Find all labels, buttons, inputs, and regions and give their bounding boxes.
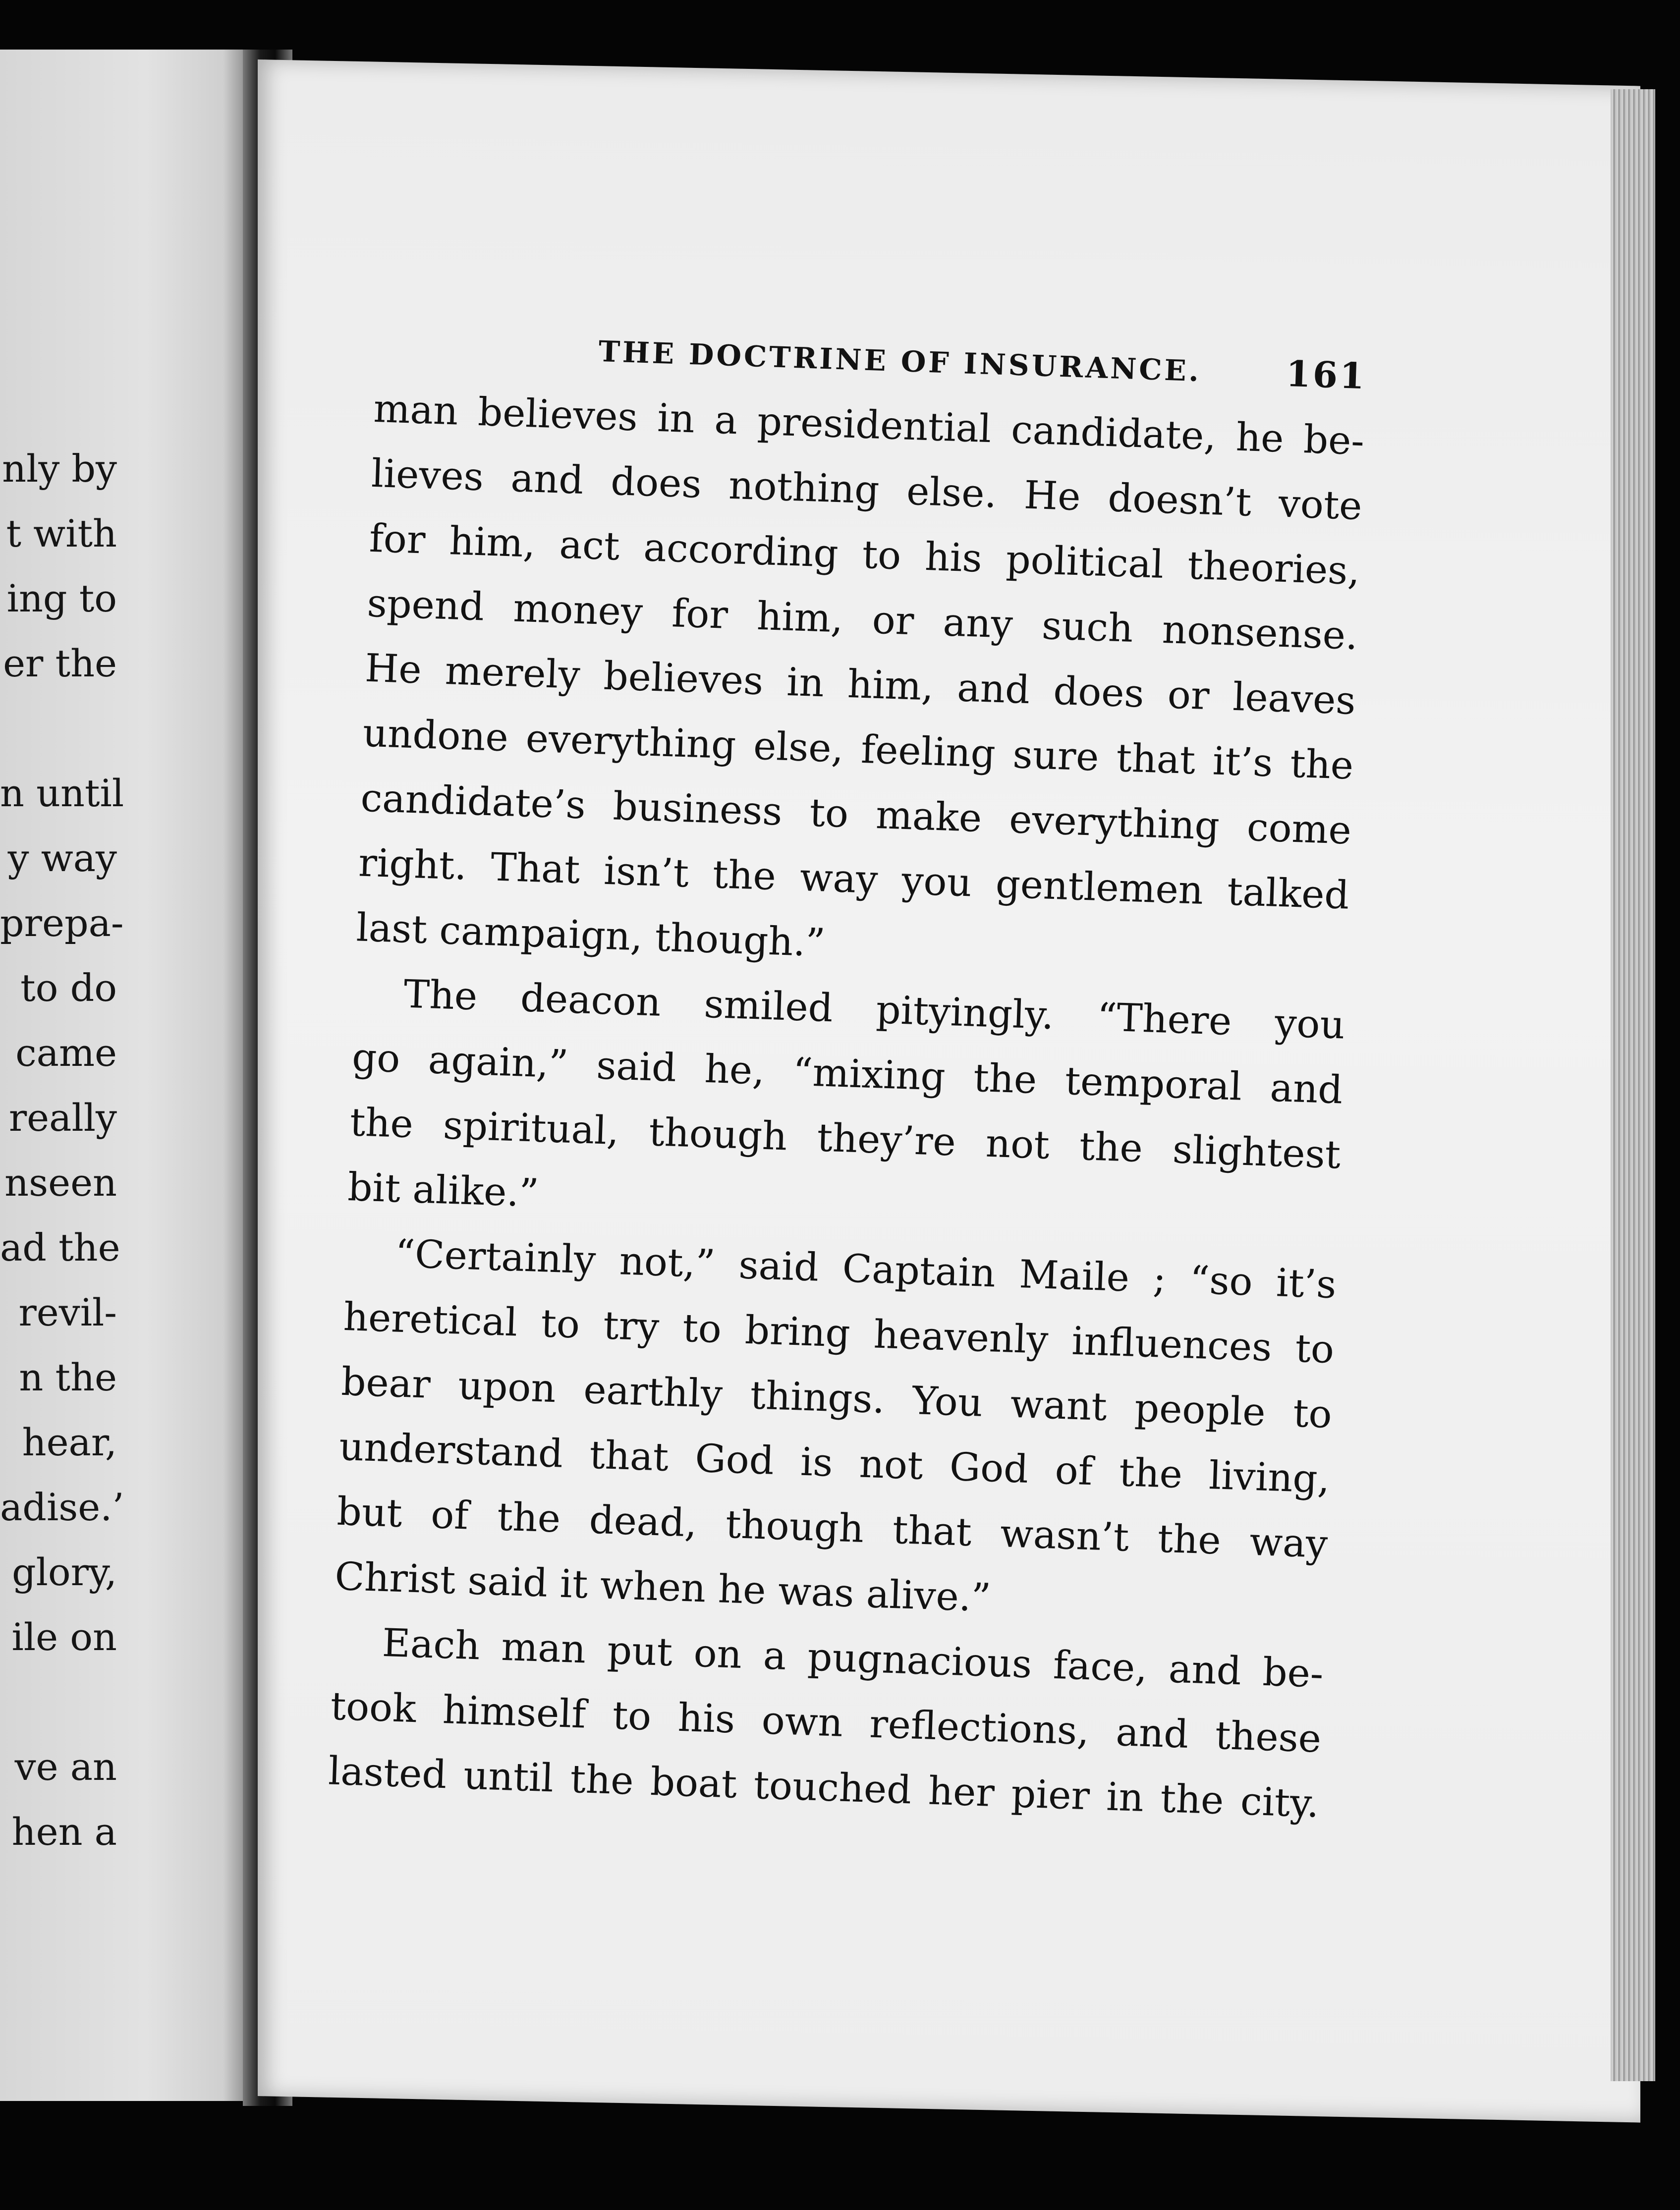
left-line: n until <box>0 771 124 815</box>
left-line: hear, <box>22 1420 117 1464</box>
text-line: man believes in a presidential candidate, he be- <box>373 386 1365 464</box>
text-line: but of the dead, though that wasn’t the way <box>336 1489 1329 1567</box>
text-line: spend money for him, or any such nonsense. <box>366 581 1359 659</box>
text-line: lieves and does nothing else. He doesn’t vote <box>371 451 1363 529</box>
left-line: er the <box>3 641 117 685</box>
text-line: Christ said it when he was alive.” <box>334 1554 992 1621</box>
text-line: the spiritual, though they’re not the slightest <box>349 1100 1342 1178</box>
left-line: ing to <box>6 576 117 620</box>
left-line: came <box>15 1031 117 1075</box>
text-line: bear upon earthly things. You want people to <box>340 1359 1333 1437</box>
text-line: lasted until the boat touched her pier in the city. <box>328 1749 1320 1826</box>
left-line: y way <box>7 836 117 880</box>
left-line: ad the <box>0 1225 120 1270</box>
text-line: bit alike.” <box>347 1165 540 1216</box>
text-line: last campaign, though.” <box>355 905 826 966</box>
left-line: prepa- <box>0 901 124 945</box>
text-line: “Certainly not,” said Captain Maile ; “so it’s <box>394 1231 1337 1308</box>
left-line: ve an <box>14 1745 117 1789</box>
text-line: for him, act according to his political theories, <box>368 516 1361 594</box>
text-line: took himself to his own reflections, and these <box>330 1684 1322 1762</box>
right-page-text <box>327 317 1367 1837</box>
left-line: nly by <box>2 446 117 491</box>
text-line: The deacon smiled pityingly. “There you <box>403 972 1346 1048</box>
text-line: He merely believes in him, and does or leaves <box>364 646 1356 723</box>
left-line <box>0 696 117 761</box>
left-line: hen a <box>11 1810 117 1854</box>
page-edges <box>1611 89 1655 2081</box>
left-page-text <box>0 436 124 1864</box>
text-line: candidate’s business to make everything come <box>360 775 1352 853</box>
left-line: adise.’ <box>0 1485 124 1529</box>
left-line: nseen <box>4 1160 117 1205</box>
text-line: right. That isn’t the way you gentlemen talked <box>357 840 1350 918</box>
text-line: heretical to try to bring heavenly influences to <box>342 1294 1335 1373</box>
left-line: really <box>8 1096 117 1140</box>
left-line: n the <box>19 1355 117 1399</box>
left-page <box>0 50 243 2101</box>
left-line: to do <box>20 966 117 1010</box>
left-line: ile on <box>11 1615 117 1659</box>
page-number: 161 <box>1285 352 1367 397</box>
left-line: glory, <box>11 1550 117 1594</box>
text-line: undone everything else, feeling sure that it’s the <box>362 711 1354 788</box>
left-line <box>0 1669 117 1734</box>
text-line: Each man put on a pugnacious face, and be- <box>381 1620 1324 1697</box>
running-title: THE DOCTRINE OF INSURANCE. <box>598 334 1202 388</box>
left-line: revil- <box>18 1290 117 1334</box>
left-line: t with <box>6 511 117 555</box>
text-line: go again,” said he, “mixing the temporal and <box>351 1035 1344 1113</box>
text-line: understand that God is not God of the living, <box>338 1424 1331 1502</box>
